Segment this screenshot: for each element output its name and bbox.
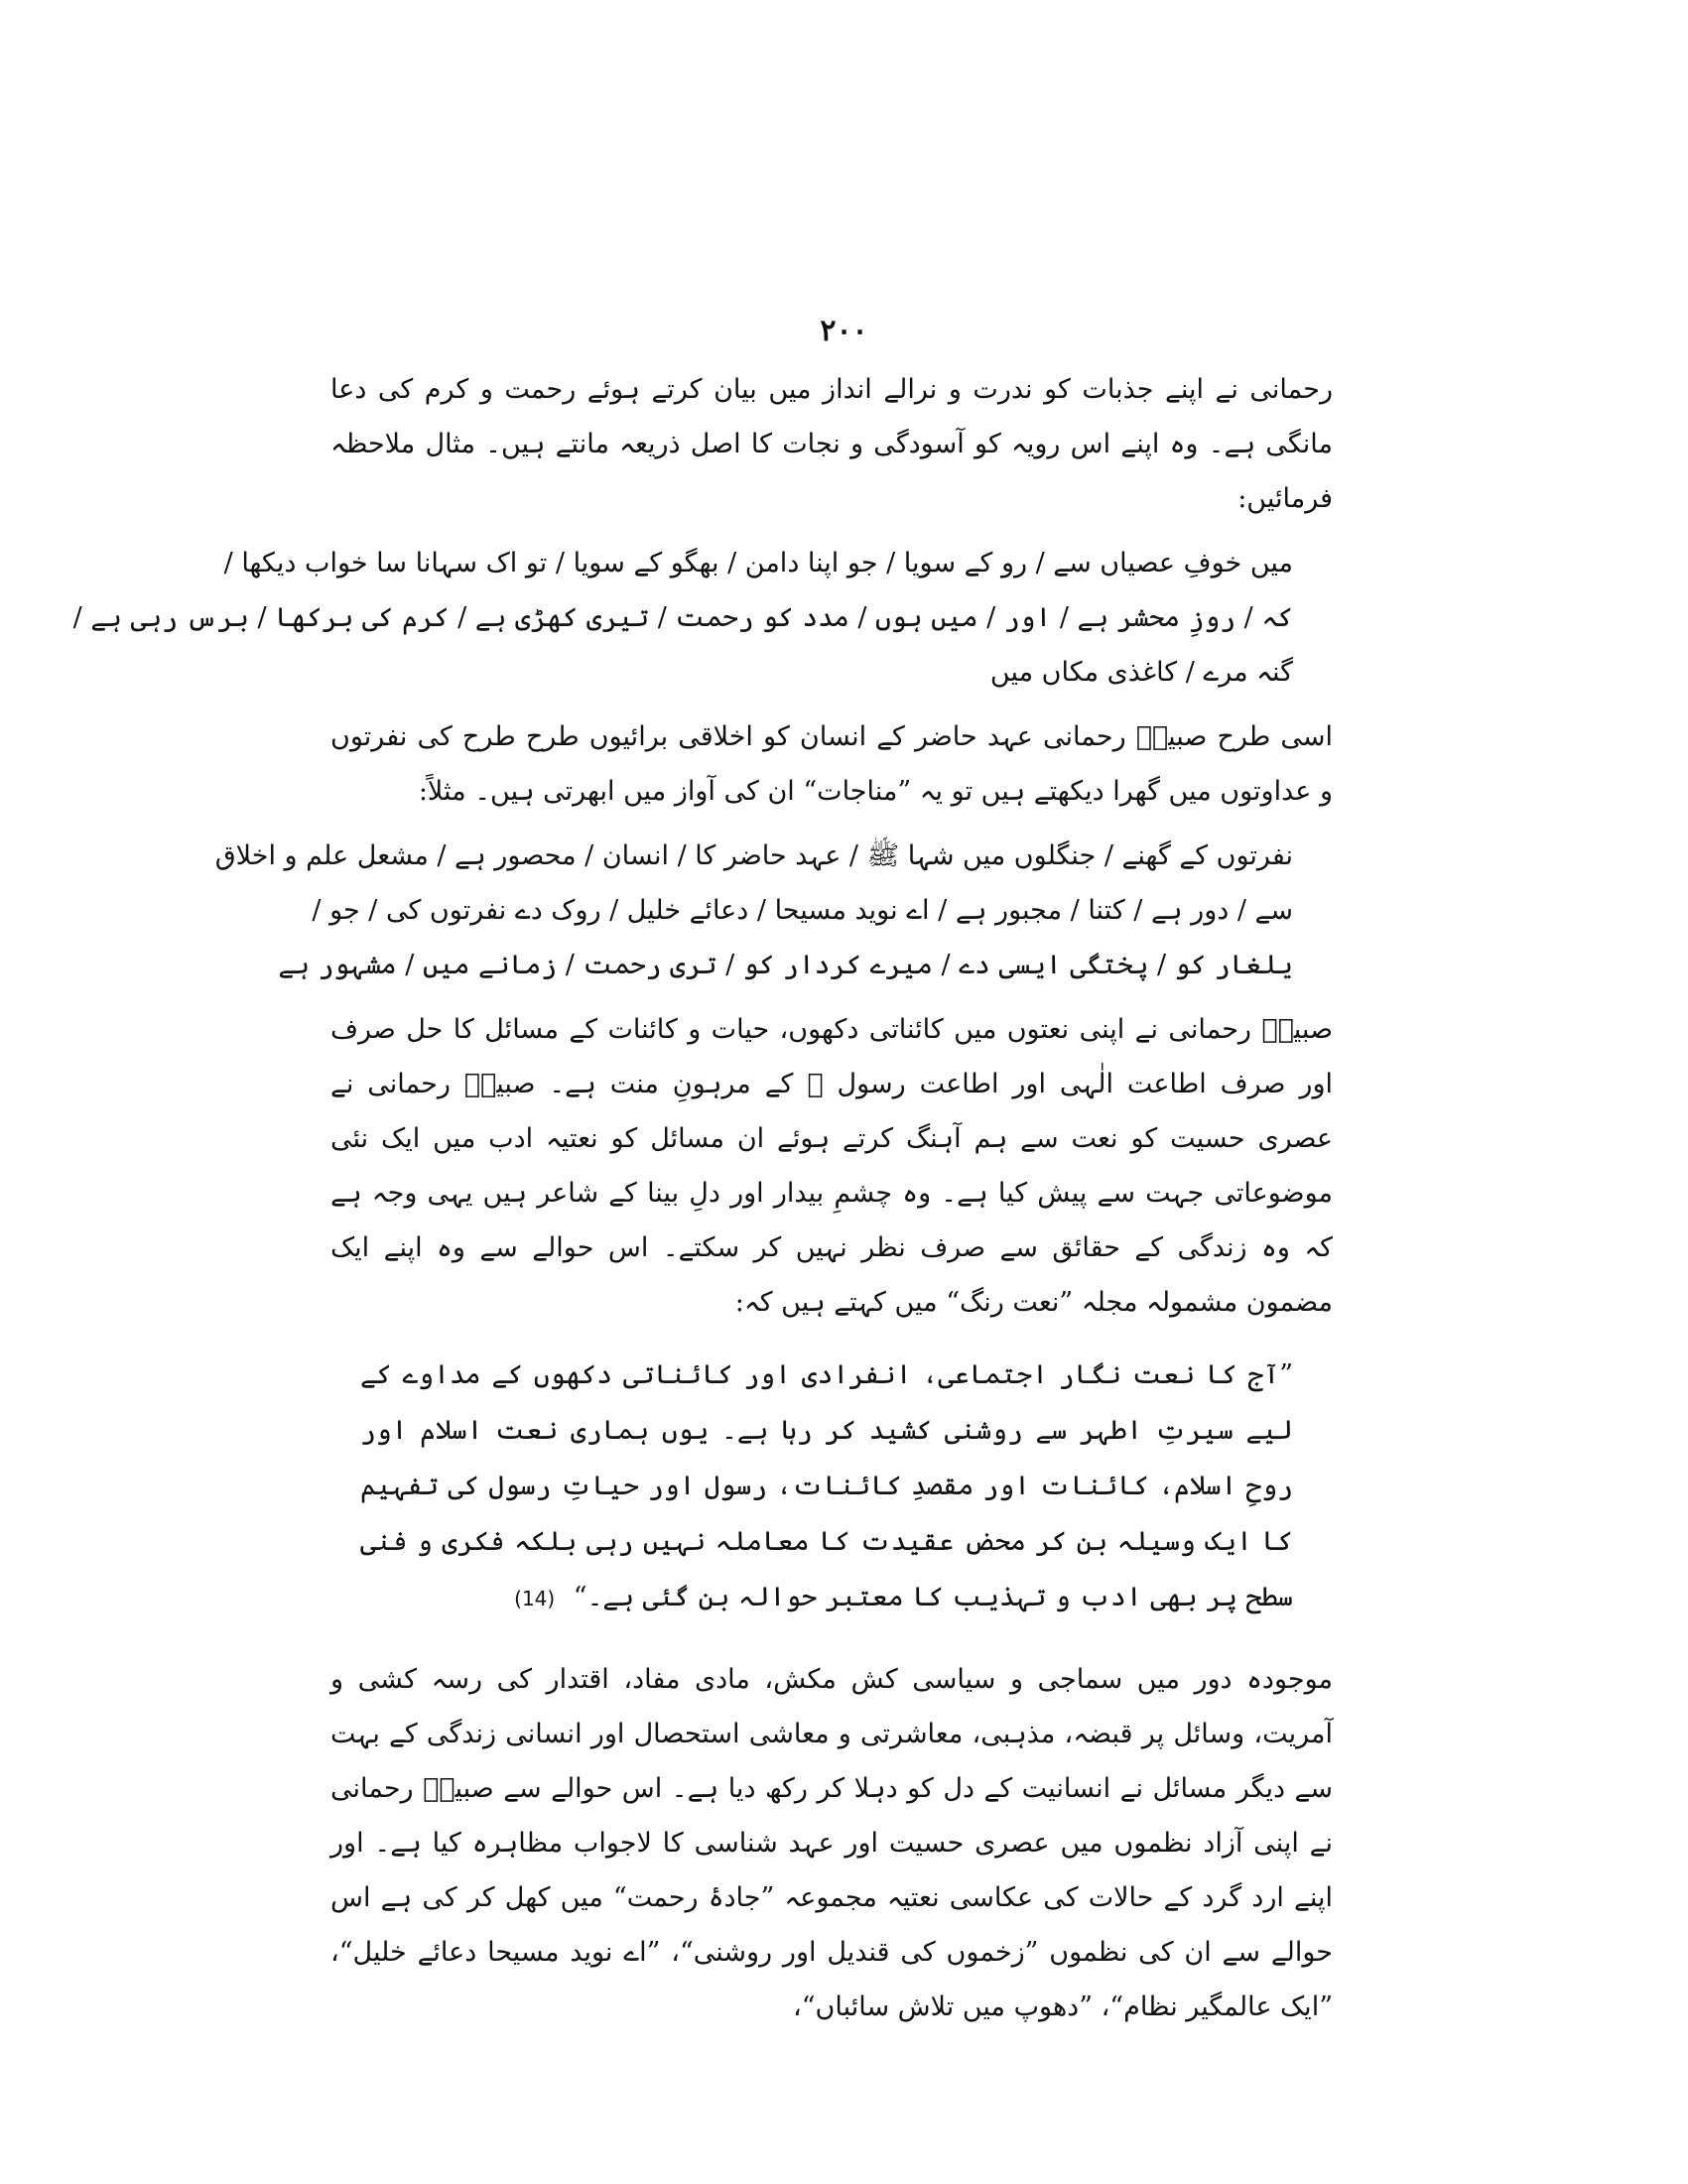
poem-line: یلغار کو / پختگی ایسی دے / میرے کردار کو / تری رحمت / زمانے میں / مشہور ہے — [278, 950, 1293, 980]
paragraph-intro: رحمانی نے اپنے جذبات کو ندرت و نرالے انداز میں بیان کرتے ہوئے رحمت و کرم کی دعا مانگی ہے۔ وہ اپنے اس رویہ کو آسودگی و نجات کا اصل ذریعہ مانتے ہیں۔ مثال ملاحظہ فرمائیں: — [330, 374, 1333, 514]
poem-excerpt-2 — [214, 829, 1333, 992]
quote-text: ”آج کا نعت نگار اجتماعی، انفرادی اور کائناتی دکھوں کے مداوے کے لیے سیرتِ اطہر سے روشنی کشید کر رہا ہے۔ یوں ہماری نعت اسلام اور روحِ اسلام، کائنات اور مقصدِ کائنات، رسول اور حیاتِ رسول کی تفہیم کا ایک وسیلہ بن کر محض عقیدت کا معاملہ نہیں رہی بلکہ فکری و فنی سطح پر بھی ادب و تہذیب کا معتبر حوالہ بن گئی ہے۔“ — [360, 1359, 1293, 1612]
poem-excerpt-1 — [72, 536, 1333, 700]
poem-line: کہ / روزِ محشر ہے / اور / میں ہوں / مدد کو رحمت / تیری کھڑی ہے / کرم کی برکھا / برس رہی ہے / — [72, 602, 1293, 633]
paragraph-munajat: اسی طرح صبیحؔ رحمانی عہد حاضر کے انسان کو اخلاقی برائیوں طرح طرح کی نفرتوں و عداوتوں میں گھرا دیکھتے ہیں تو یہ ”مناجات“ ان کی آواز میں ابھرتی ہیں۔ مثلاً: — [330, 721, 1333, 807]
paragraph-naat-problems: صبیحؔ رحمانی نے اپنی نعتوں میں کائناتی دکھوں، حیات و کائنات کے مسائل کا حل صرف اور صرف اطاعت الٰہی اور اطاعت رسول ﷺ کے مرہونِ منت ہے۔ صبیحؔ رحمانی نے عصری حسیت کو نعت سے ہم آہنگ کرتے ہوئے ان مسائل کو نعتیہ ادب میں ایک نئی موضوعاتی جہت سے پیش کیا ہے۔ وہ چشمِ بیدار اور دلِ بینا کے شاعر ہیں یہی وجہ ہے کہ وہ زندگی کے حقائق سے صرف نظر نہیں کر سکتے۔ اس حوالے سے وہ اپنے ایک مضمون مشمولہ مجلہ ”نعت رنگ“ میں کہتے ہیں کہ: — [330, 1014, 1333, 1318]
block-quote — [330, 1348, 1333, 1626]
poem-line: نفرتوں کے گھنے / جنگلوں میں شہا ﷺ / عہد حاضر کا / انسان / محصور ہے / مشعل علم و اخلاق — [214, 840, 1293, 871]
quote-footnote-ref: (14) — [514, 1587, 556, 1610]
page-content — [72, 362, 1333, 2044]
page-number: ۲۰۰ — [820, 314, 868, 348]
paragraph-contemporary: موجودہ دور میں سماجی و سیاسی کش مکش، مادی مفاد، اقتدار کی رسہ کشی و آمریت، وسائل پر قبضہ، مذہبی، معاشرتی و معاشی استحصال اور انسانی زندگی کے بہت سے دیگر مسائل نے انسانیت کے دل کو دہلا کر رکھ دیا ہے۔ اس حوالے سے صبیحؔ رحمانی نے اپنی آزاد نظموں میں عصری حسیت اور عہد شناسی کا لاجواب مظاہرہ کیا ہے۔ اور اپنے ارد گرد کے حالات کی عکاسی نعتیہ مجموعہ ”جادۂ رحمت“ میں کھل کر کی ہے اس حوالے سے ان کی نظموں ”زخموں کی قندیل اور روشنی“، ”اے نوید مسیحا دعائے خلیل“، ”ایک عالمگیر نظام“، ”دھوپ میں تلاش سائباں“، — [330, 1664, 1333, 2022]
poem-line: میں خوفِ عصیاں سے / رو کے سویا / جو اپنا دامن / بھگو کے سویا / تو اک سہانا سا خواب دیکھا / — [223, 548, 1293, 578]
poem-line: سے / دور ہے / کتنا / مجبور ہے / اے نوید مسیحا / دعائے خلیل / روک دے نفرتوں کی / جو / — [312, 895, 1293, 926]
poem-line: گنہ مرے / کاغذی مکاں میں — [989, 657, 1293, 688]
